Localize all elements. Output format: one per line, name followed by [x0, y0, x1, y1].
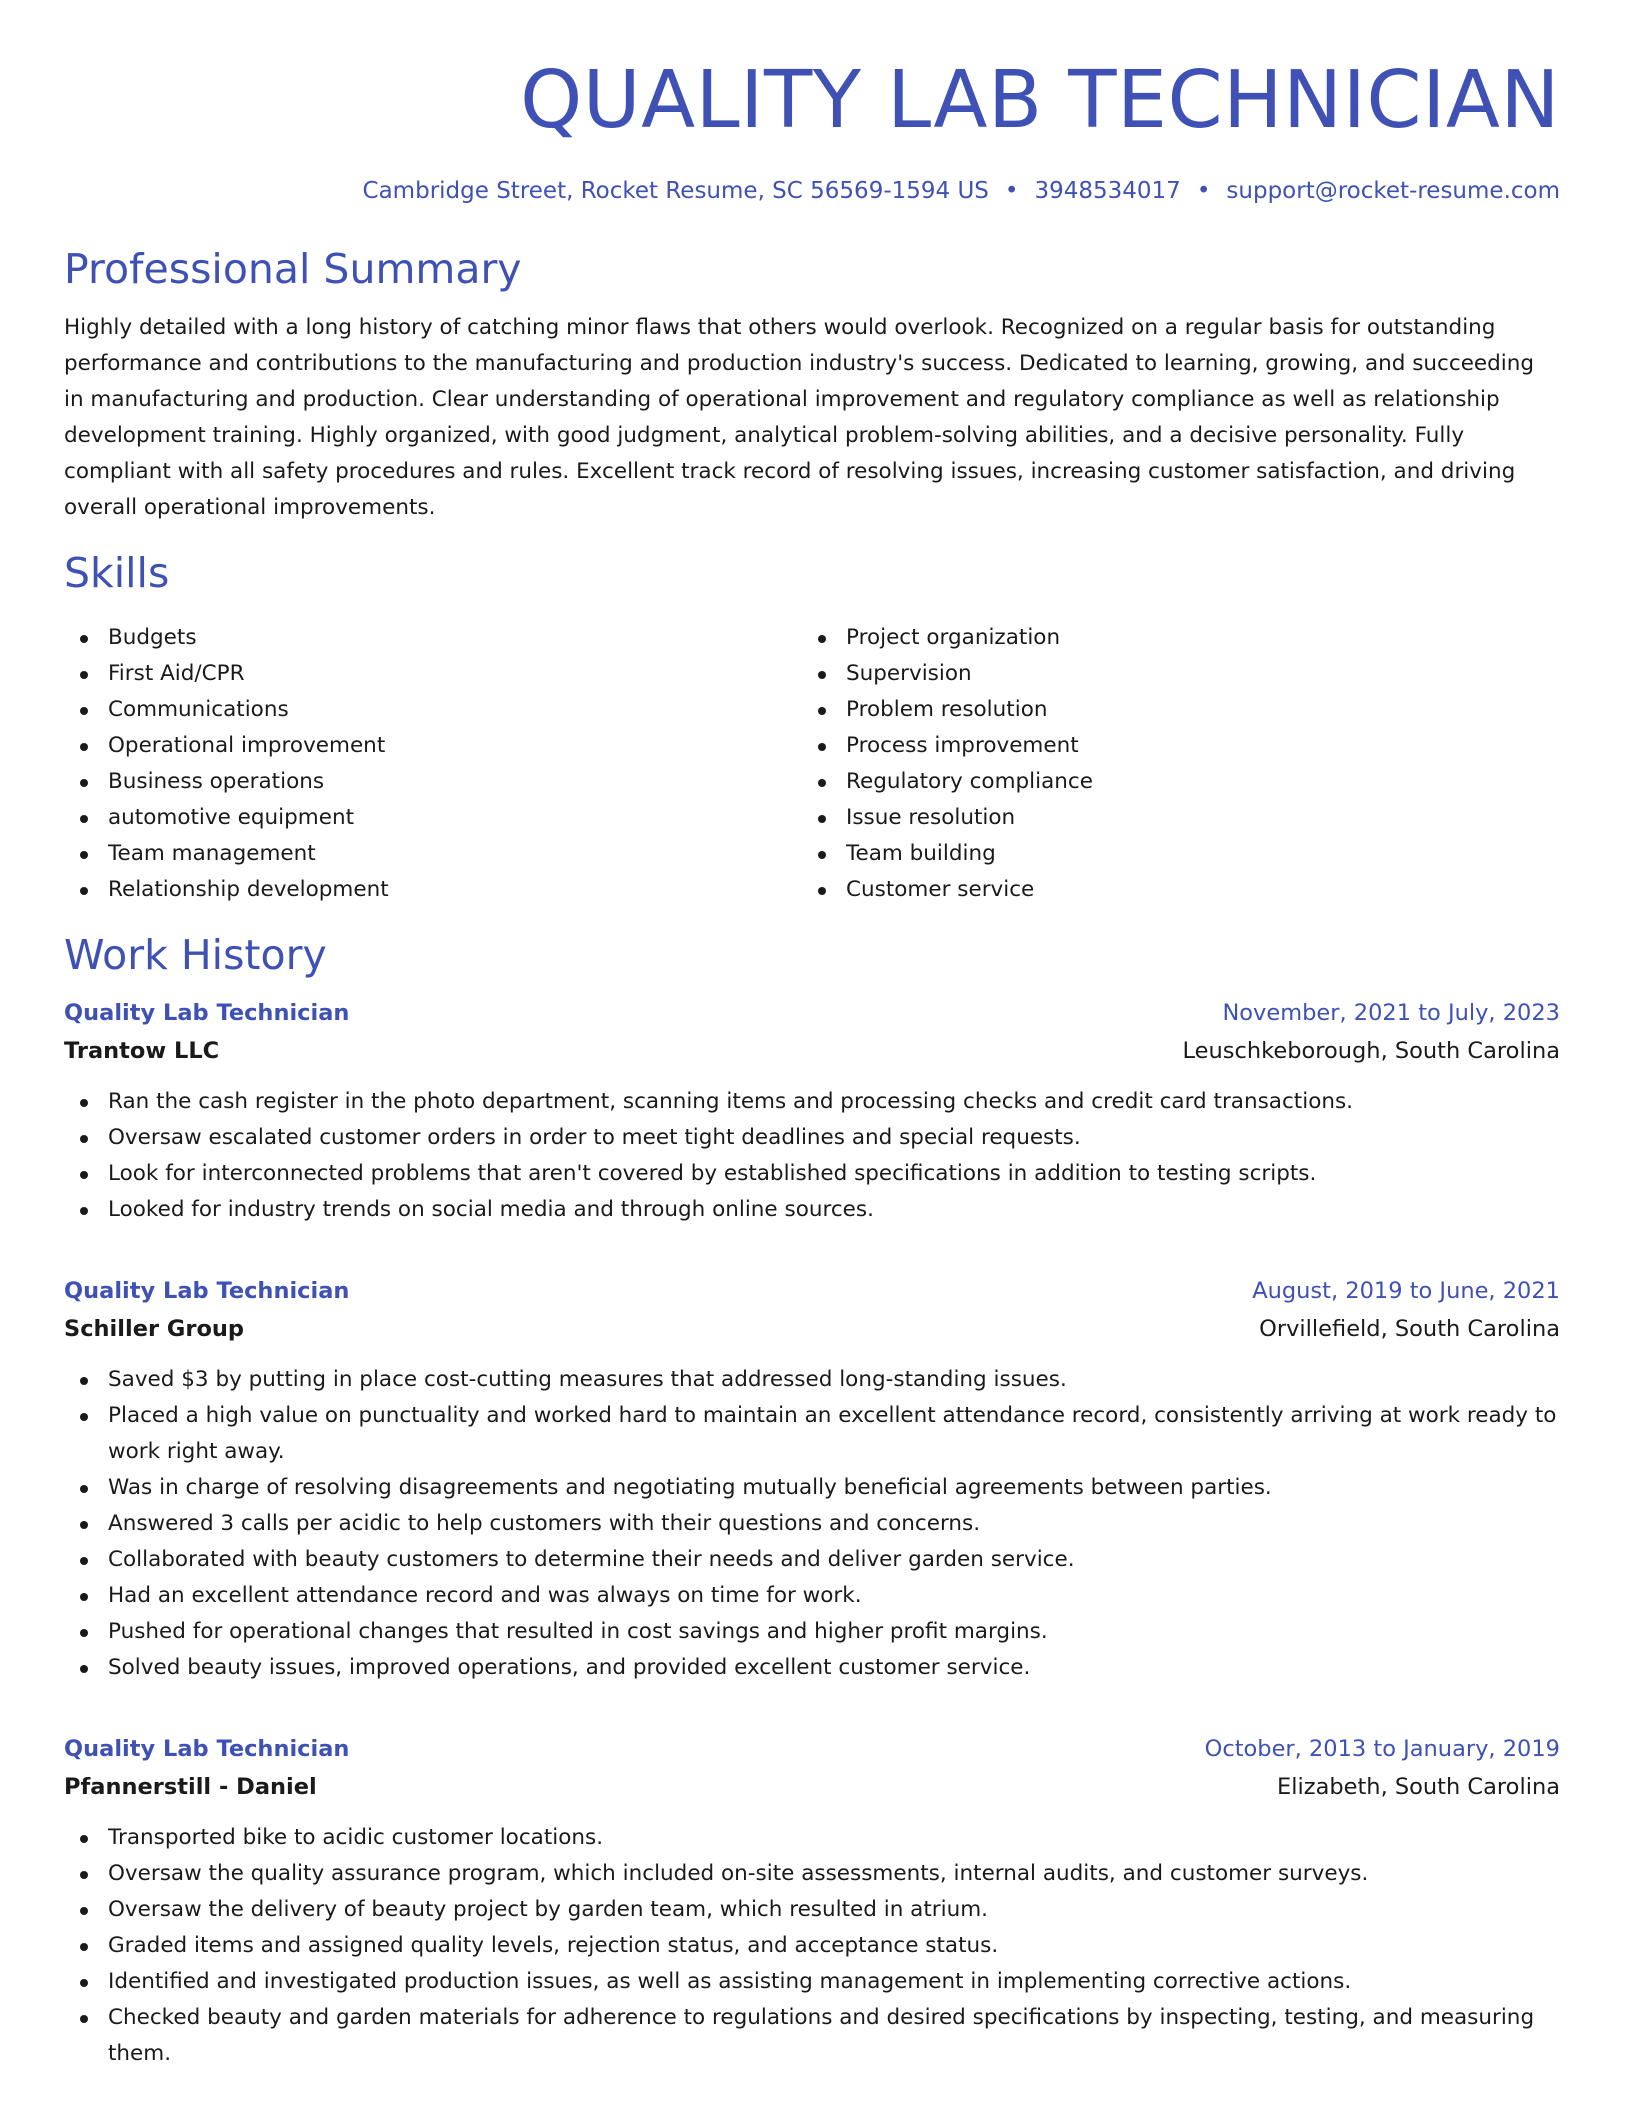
skill-item: Team building [802, 836, 1540, 872]
skills-grid [64, 620, 1560, 908]
email: support@rocket-resume.com [1226, 178, 1560, 204]
job-title: Quality Lab Technician [64, 1278, 350, 1304]
job-bullet: Identified and investigated production issues, as well as assisting management in implementing corrective actions. [64, 1964, 1560, 2000]
job-company-row [64, 1032, 1560, 1070]
job-bullet: Was in charge of resolving disagreements and negotiating mutually beneficial agreements between parties. [64, 1470, 1560, 1506]
job-company-row [64, 1310, 1560, 1348]
skill-item: Problem resolution [802, 692, 1540, 728]
skills-list-left [64, 620, 802, 908]
contact-line [64, 176, 1560, 206]
skill-item: Relationship development [64, 872, 802, 908]
work-history-heading: Work History [64, 931, 327, 979]
skill-item: Regulatory compliance [802, 764, 1540, 800]
summary-text: Highly detailed with a long history of catching minor flaws that others would overlook. Recognized on a regular basis for outstanding performance and contributions to the manufacturing and production industry's success. Dedicated to learning, growing, and succeeding in manufacturing and production. Clear understanding of operational improvement and regulatory compliance as well as relationship development training. Highly organized, with good judgment, analytical problem-solving abilities, and a decisive personality. Fully compliant with all safety procedures and rules. Excellent track record of resolving issues, increasing customer satisfaction, and driving overall operational improvements. [64, 315, 1535, 520]
company-name: Trantow LLC [64, 1038, 220, 1064]
job-company-row [64, 1768, 1560, 1806]
job-title-row [64, 1730, 1560, 1768]
job-bullet: Solved beauty issues, improved operations, and provided excellent customer service. [64, 1650, 1560, 1686]
skill-item: Process improvement [802, 728, 1540, 764]
job-entry [64, 994, 1560, 1228]
separator-bullet: • [1004, 178, 1019, 204]
job-bullet: Placed a high value on punctuality and worked hard to maintain an excellent attendance record, consistently arriving at work ready to work right away. [64, 1398, 1560, 1470]
job-dates: August, 2019 to June, 2021 [1252, 1278, 1560, 1304]
candidate-name: QUALITY LAB TECHNICIAN [520, 54, 1560, 146]
job-location: Orvillefield, South Carolina [1259, 1316, 1560, 1342]
skill-item: Communications [64, 692, 802, 728]
job-bullets [64, 1820, 1560, 2072]
skill-item: Budgets [64, 620, 802, 656]
resume-page [64, 0, 1560, 2072]
job-location: Leuschkeborough, South Carolina [1182, 1038, 1560, 1064]
skill-item: Customer service [802, 872, 1540, 908]
job-bullet: Transported bike to acidic customer locations. [64, 1820, 1560, 1856]
job-bullet: Ran the cash register in the photo department, scanning items and processing checks and credit card transactions. [64, 1084, 1560, 1120]
phone: 3948534017 [1034, 178, 1181, 204]
skill-item: Issue resolution [802, 800, 1540, 836]
job-bullet: Graded items and assigned quality levels, rejection status, and acceptance status. [64, 1928, 1560, 1964]
job-bullet: Oversaw the quality assurance program, which included on-site assessments, internal audits, and customer surveys. [64, 1856, 1560, 1892]
resume-header [64, 0, 1560, 206]
skill-item: Supervision [802, 656, 1540, 692]
skill-item: automotive equipment [64, 800, 802, 836]
skills-list-right [802, 620, 1540, 908]
job-bullet: Collaborated with beauty customers to determine their needs and deliver garden service. [64, 1542, 1560, 1578]
job-bullet: Look for interconnected problems that aren't covered by established specifications in addition to testing scripts. [64, 1156, 1560, 1192]
job-bullet: Looked for industry trends on social media and through online sources. [64, 1192, 1560, 1228]
job-bullet: Oversaw escalated customer orders in order to meet tight deadlines and special requests. [64, 1120, 1560, 1156]
job-bullets [64, 1362, 1560, 1686]
skill-item: Business operations [64, 764, 802, 800]
skill-item: Team management [64, 836, 802, 872]
job-entry [64, 1730, 1560, 2072]
job-bullet: Pushed for operational changes that resulted in cost savings and higher profit margins. [64, 1614, 1560, 1650]
skill-item: First Aid/CPR [64, 656, 802, 692]
skills-heading: Skills [64, 549, 170, 597]
separator-bullet: • [1196, 178, 1211, 204]
job-title-row [64, 1272, 1560, 1310]
job-bullet: Checked beauty and garden materials for adherence to regulations and desired specifications by inspecting, testing, and measuring them. [64, 2000, 1560, 2072]
job-bullet: Saved $3 by putting in place cost-cutting measures that addressed long-standing issues. [64, 1362, 1560, 1398]
job-dates: November, 2021 to July, 2023 [1222, 1000, 1560, 1026]
job-bullets [64, 1084, 1560, 1228]
job-dates: October, 2013 to January, 2019 [1204, 1736, 1560, 1762]
job-bullet: Answered 3 calls per acidic to help customers with their questions and concerns. [64, 1506, 1560, 1542]
job-entry [64, 1272, 1560, 1686]
company-name: Pfannerstill - Daniel [64, 1774, 317, 1800]
job-title: Quality Lab Technician [64, 1736, 350, 1762]
skill-item: Project organization [802, 620, 1540, 656]
job-title-row [64, 994, 1560, 1032]
company-name: Schiller Group [64, 1316, 245, 1342]
job-title: Quality Lab Technician [64, 1000, 350, 1026]
job-bullet: Oversaw the delivery of beauty project by garden team, which resulted in atrium. [64, 1892, 1560, 1928]
address: Cambridge Street, Rocket Resume, SC 56569-1594 US [362, 178, 989, 204]
summary-heading: Professional Summary [64, 245, 522, 293]
job-bullet: Had an excellent attendance record and was always on time for work. [64, 1578, 1560, 1614]
job-location: Elizabeth, South Carolina [1277, 1774, 1560, 1800]
skill-item: Operational improvement [64, 728, 802, 764]
